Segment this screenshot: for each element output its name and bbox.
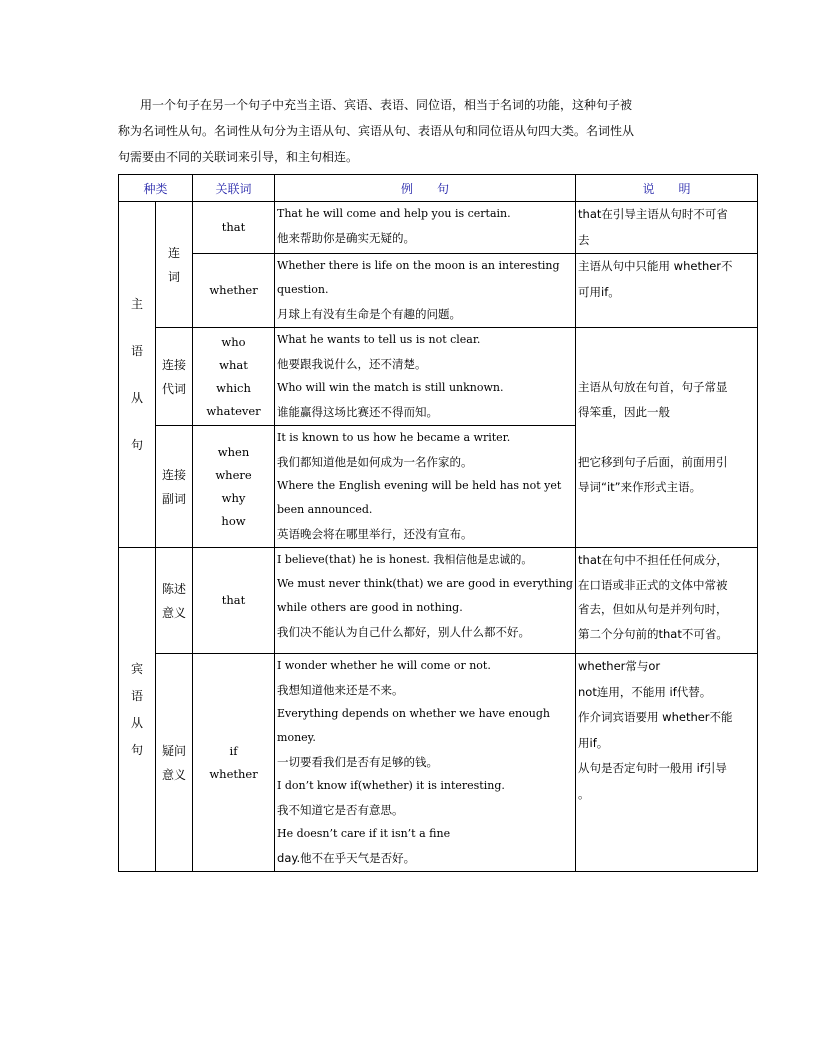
subtype-connective-adverb: 连接 副词	[156, 426, 193, 548]
intro-paragraph	[118, 92, 718, 170]
note-cell: 主语从句中只能用 whether不 可用if。	[576, 254, 758, 328]
subtype-connective-pronoun: 连接 代词	[156, 328, 193, 426]
connective-words: whether	[193, 254, 275, 328]
table-row	[119, 254, 758, 328]
header-kind: 种类	[119, 175, 193, 202]
example-cell: What he wants to tell us is not clear. 他要跟我说什么，还不清楚。 Who will win the match is still unknown. 谁能赢得这场比赛还不得而知。	[275, 328, 576, 426]
connective-words: that	[193, 202, 275, 254]
example-cell: I believe(that) he is honest. 我相信他是忠诚的。 We must never think(that) we are good in everything while others are good in nothing. 我们决不能认为自己什么都好，别人什么都不好。	[275, 548, 576, 654]
header-connective: 关联词	[193, 175, 275, 202]
header-note: 说 明	[576, 175, 758, 202]
table-row	[119, 202, 758, 254]
clause-table	[118, 174, 758, 872]
example-cell: Whether there is life on the moon is an interesting question. 月球上有没有生命是个有趣的问题。	[275, 254, 576, 328]
intro-line: 用一个句子在另一个句子中充当主语、宾语、表语、同位语，相当于名词的功能，这种句子被	[140, 98, 633, 112]
connective-words: who what which whatever	[193, 328, 275, 426]
example-cell: I wonder whether he will come or not. 我想知道他来还是不来。 Everything depends on whether we have enough money. 一切要看我们是否有足够的钱。 I don’t know if(whether) it is interesting. 我不知道它是否有意思。 He doesn’t care if it isn’t a fine day.他不在乎天气是否好。	[275, 654, 576, 872]
note-cell: 主语从句放在句首，句子常显 得笨重，因此一般 把它移到句子后面，前面用引 导词“it”来作形式主语。	[576, 328, 758, 548]
connective-words: if whether	[193, 654, 275, 872]
subtype-conjunction: 连 词	[156, 202, 193, 328]
note-cell: whether常与or not连用，不能用 if代替。 作介词宾语要用 whether不能 用if。 从句是否定句时一般用 if引导 。	[576, 654, 758, 872]
table-row	[119, 548, 758, 654]
header-example: 例 句	[275, 175, 576, 202]
subtype-question: 疑问 意义	[156, 654, 193, 872]
connective-words: when where why how	[193, 426, 275, 548]
header-row	[119, 175, 758, 202]
note-cell: that在句中不担任任何成分， 在口语或非正式的文体中常被 省去，但如从句是并列句时， 第二个分句前的that不可省。	[576, 548, 758, 654]
category-subject-clause: 主 语 从 句	[119, 202, 156, 548]
intro-line: 称为名词性从句。名词性从句分为主语从句、宾语从句、表语从句和同位语从句四大类。名词性从	[118, 124, 635, 138]
intro-line: 句需要由不同的关联词来引导，和主句相连。	[118, 150, 359, 164]
connective-words: that	[193, 548, 275, 654]
example-cell: That he will come and help you is certain. 他来帮助你是确实无疑的。	[275, 202, 576, 254]
category-object-clause: 宾 语 从 句	[119, 548, 156, 872]
table-row	[119, 328, 758, 426]
note-cell: that在引导主语从句时不可省 去	[576, 202, 758, 254]
table-row	[119, 654, 758, 872]
subtype-statement: 陈述 意义	[156, 548, 193, 654]
example-cell: It is known to us how he became a writer. 我们都知道他是如何成为一名作家的。 Where the English evening will be held has not yet been announced. 英语晚会将在哪里举行，还没有宣布。	[275, 426, 576, 548]
